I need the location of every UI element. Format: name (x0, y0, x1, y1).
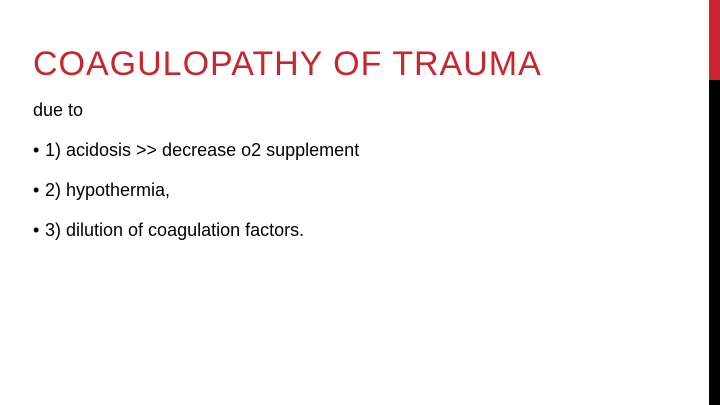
intro-text: due to (33, 100, 84, 120)
bullet-marker: • (33, 140, 40, 160)
bullet-marker: • (33, 220, 40, 240)
bullet-list (33, 139, 359, 259)
bullet-marker: • (33, 180, 40, 200)
slide-title: COAGULOPATHY OF TRAUMA (33, 45, 542, 83)
bullet-text: 1) acidosis >> decrease o2 supplement (45, 140, 360, 160)
bullet-item (33, 179, 359, 219)
accent-bar-black (709, 80, 720, 405)
bullet-text: 2) hypothermia, (45, 180, 171, 200)
bullet-text: 3) dilution of coagulation factors. (45, 220, 305, 240)
accent-bar-red (709, 0, 720, 80)
bullet-item (33, 219, 359, 259)
bullet-item (33, 139, 359, 179)
